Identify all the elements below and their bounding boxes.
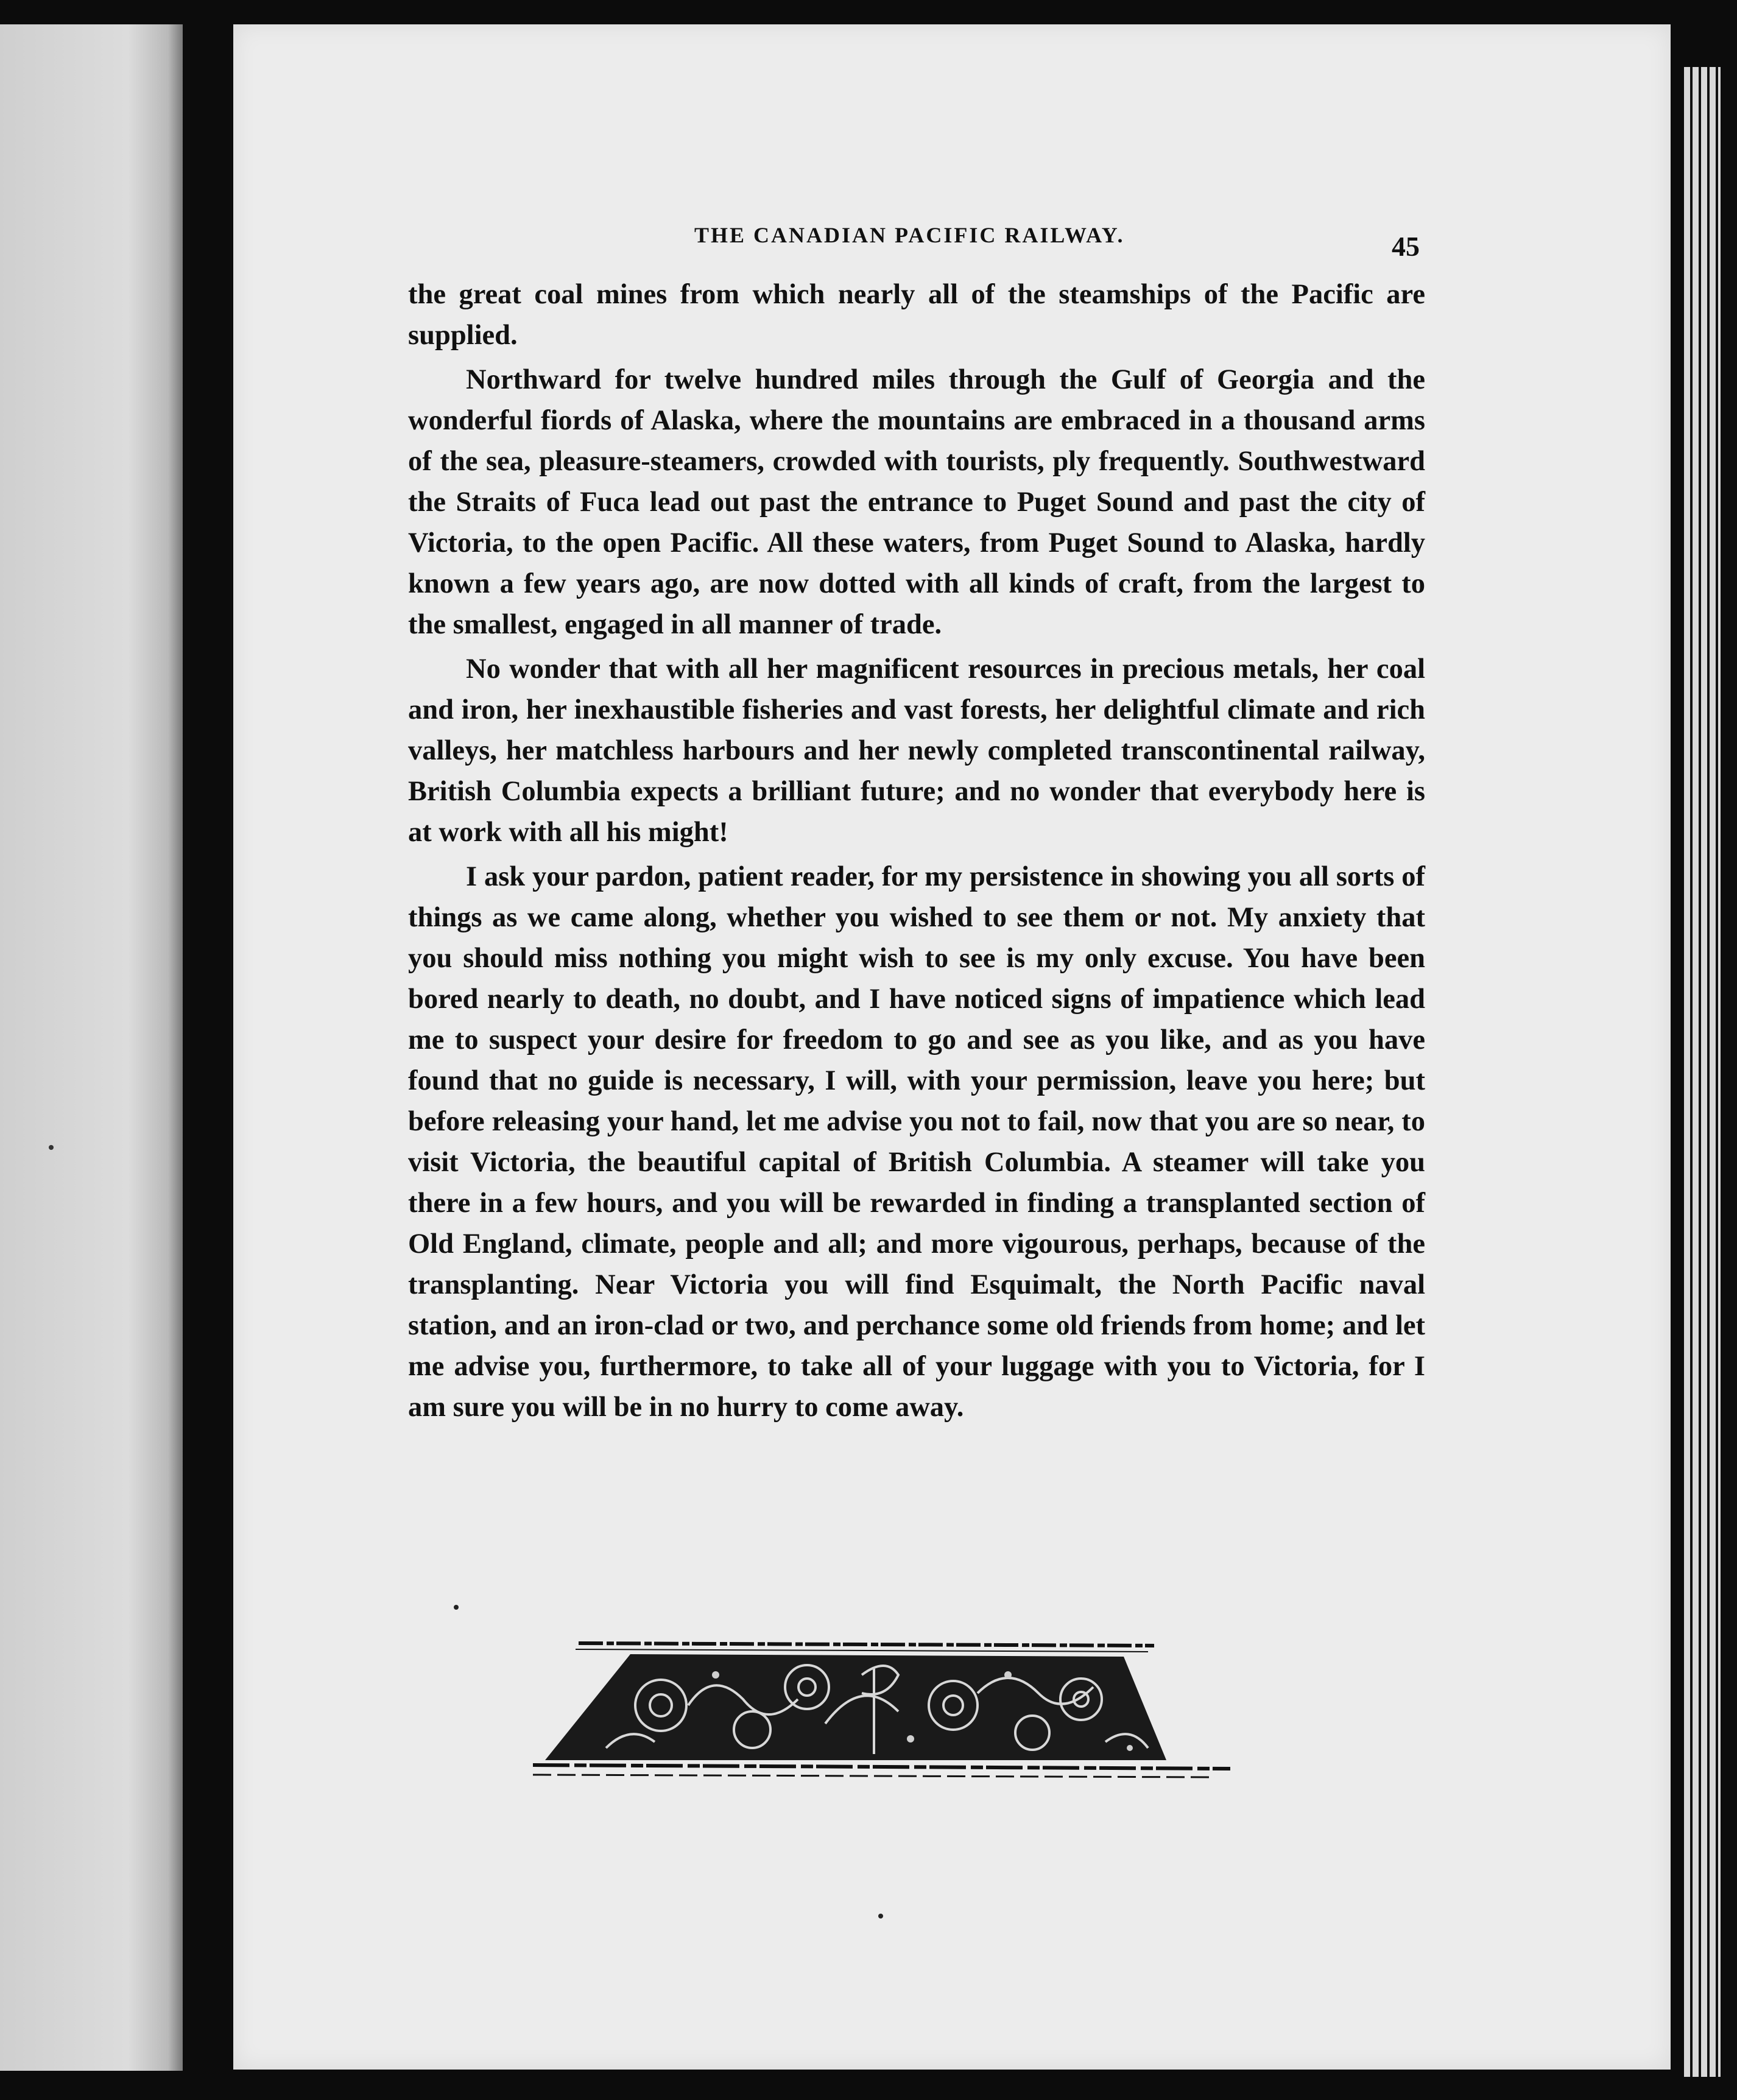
page-number: 45	[1392, 231, 1420, 262]
body-text	[408, 274, 1425, 1431]
print-speck	[454, 1605, 459, 1610]
paragraph-continuation: the great coal mines from which nearly all of the steamships of the Pacific are supplied.	[408, 279, 1425, 351]
running-head: THE CANADIAN PACIFIC RAILWAY.	[694, 223, 1125, 247]
decorative-tailpiece-icon	[533, 1632, 1230, 1791]
paragraph: No wonder that with all her magnificent resources in precious metals, her coal and iron, her inexhaustible fisheries and vast forests, her delightful climate and rich valleys, her matchless harbours and her newly completed transcontinental railway, British Columbia expects a brilliant future; and no wonder that everybody here is at work with all his might!	[408, 654, 1425, 848]
facing-page-edge	[0, 24, 183, 2071]
paragraph: I ask your pardon, patient reader, for my persistence in showing you all sorts of things as we came along, whether you wished to see them or not. My anxiety that you should miss nothing you might wish to see is my only excuse. You have been bored nearly to death, no doubt, and I have noticed signs of impatience which lead me to suspect your desire for freedom to go and see as you like, and as you have found that no guide is necessary, I will, with your permission, leave you here; but before releasing your hand, let me advise you not to fail, now that you are so near, to visit Victoria, the beautiful capital of British Columbia. A steamer will take you there in a few hours, and you will be rewarded in finding a transplanted section of Old England, climate, people and all; and more vigourous, perhaps, because of the transplanting. Near Victoria you will find Esquimalt, the North Pacific naval station, and an iron-clad or two, and perchance some old friends from home; and let me advise you, furthermore, to take all of your luggage with you to Victoria, for I am sure you will be in no hurry to come away.	[408, 861, 1425, 1423]
print-speck	[878, 1914, 883, 1919]
page-stack-edges	[1684, 67, 1721, 2077]
paragraph: Northward for twelve hundred miles through the Gulf of Georgia and the wonderful fiords of Alaska, where the mountains are embraced in a thousand arms of the sea, pleasure-steamers, crowded with tourists, ply frequently. Southwestward the Straits of Fuca lead out past the entrance to Puget Sound and past the city of Victoria, to the open Pacific. All these waters, from Puget Sound to Alaska, hardly known a few years ago, are now dotted with all kinds of craft, from the largest to the smallest, engaged in all manner of trade.	[408, 364, 1425, 640]
facing-page-speck	[49, 1145, 54, 1150]
